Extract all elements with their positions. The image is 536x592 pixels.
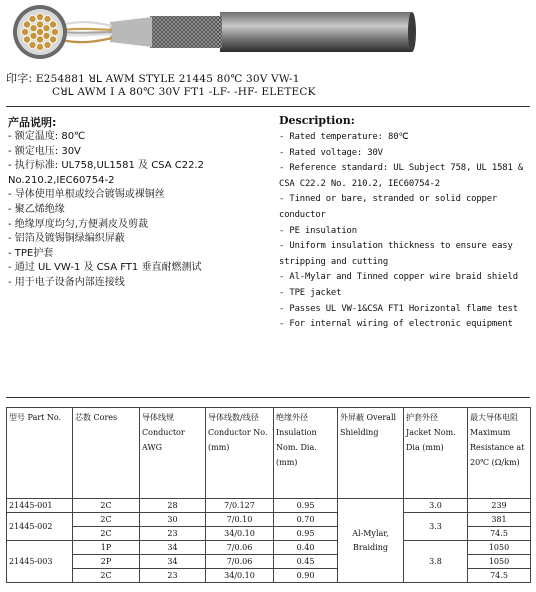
cn-feature-item: - 绝缘厚度均匀,方便剥皮及剪裁 [8,218,148,230]
en-feature-item: - PE insulation [279,225,357,236]
cable-cross-section [13,5,67,59]
divider-bottom [6,397,530,398]
imprint-line-1 [6,70,300,86]
en-feature-item: - Rated temperature: 80℃ [279,132,409,142]
divider-top [6,106,530,107]
awg-cell: 34 [140,555,206,569]
conductor-no-cell: 7/0.10 [206,513,274,527]
imprint-line-2 [52,86,316,98]
part-no-cell: 21445-003 [7,541,73,583]
en-feature-item: - Passes UL VW-1&CSA FT1 Horizontal flame test [279,303,518,314]
conductor-no-cell: 7/0.06 [206,555,274,569]
en-feature-item: - Al-Mylar and Tinned copper wire braid shield [279,272,518,283]
resistance-cell: 239 [468,499,531,513]
cn-feature-item: - 通过 UL VW-1 及 CSA FT1 垂直耐燃测试 [8,262,202,274]
cable-image [0,0,536,64]
jacket-cell: 3.8 [404,541,468,583]
resistance-cell: 1050 [468,555,531,569]
awg-cell: 28 [140,499,206,513]
awg-cell: 30 [140,513,206,527]
awg-cell: 23 [140,527,206,541]
imprint-label: 印字: [6,72,33,85]
en-heading: Description: [279,114,355,127]
imprint-text-2: Cꓤꓡ AWM I A 80℃ 30V FT1 -LF- -HF- ELETECK [52,86,316,98]
resistance-cell: 74.5 [468,569,531,583]
resistance-cell: 381 [468,513,531,527]
cores-cell: 1P [73,541,140,555]
wires [62,22,112,42]
cn-feature-item: - TPE护套 [8,247,54,259]
col-jacket: 护套外径 Jacket Nom. Dia (mm) [404,408,468,499]
table-row [7,499,531,513]
cores-cell: 2C [73,499,140,513]
cn-feature-item: - 导体使用单根或绞合镀锡或裸铜丝 [8,189,165,201]
cn-feature-item: - 聚乙烯绝缘 [8,203,65,215]
cn-feature-list [8,130,264,291]
insulation-cell: 0.40 [274,541,338,555]
insulation-cell: 0.45 [274,555,338,569]
imprint-text-1: E254881 ꓤꓡ AWM STYLE 21445 80℃ 30V VW-1 [35,73,300,85]
table-row [7,541,531,555]
awg-cell: 23 [140,569,206,583]
resistance-cell: 1050 [468,541,531,555]
cn-feature-item: - 额定电压: 30V [8,145,81,157]
insulation-cell: 0.90 [274,569,338,583]
cores-cell: 2C [73,513,140,527]
col-shielding: 外屏蔽 Overall Shielding [338,408,404,499]
cn-feature-item: - 铝箔及镀锡铜绿编织屏蔽 [8,233,125,245]
part-no-cell: 21445-001 [7,499,73,513]
resistance-cell: 74.5 [468,527,531,541]
col-insulation: 绝缘外径 Insulation Nom. Dia. (mm) [274,408,338,499]
en-feature-list [279,130,527,333]
cn-feature-item: - 用于电子设备内部连接线 [8,276,125,288]
insulation-cell: 0.95 [274,527,338,541]
foil-shield [110,17,152,47]
insulation-cell: 0.95 [274,499,338,513]
spec-table [6,407,531,583]
jacket [220,12,412,52]
en-feature-item: - Uniform insulation thickness to ensure easy stripping and cutting [279,241,513,267]
col-resistance: 最大导体电阻 Maximum Resistance at 20℃ (Ω/km) [468,408,531,499]
shielding-cell: Al-Mylar, Braiding [338,499,404,583]
cores-cell: 2C [73,527,140,541]
en-feature-item: - For internal wiring of electronic equipment [279,319,513,330]
col-conductor-no: 导体线数/线径 Conductor No.(mm) [206,408,274,499]
cores-cell: 2C [73,569,140,583]
col-awg: 导体线规 Conductor AWG [140,408,206,499]
conductor-no-cell: 7/0.127 [206,499,274,513]
jacket-cell: 3.3 [404,513,468,541]
col-cores: 芯数 Cores [73,408,140,499]
cn-feature-item: - 执行标准: UL758,UL1581 及 CSA C22.2 No.210.2,IEC60754-2 [8,160,204,186]
conductor-no-cell: 34/0.10 [206,527,274,541]
awg-cell: 34 [140,541,206,555]
table-row [7,513,531,527]
en-feature-item: - Reference standard: UL Subject 758, UL 1581 & CSA C22.2 No. 210.2, IEC60754-2 [279,163,524,189]
conductor-no-cell: 34/0.10 [206,569,274,583]
jacket-cell: 3.0 [404,499,468,513]
cn-heading: 产品说明: [8,116,57,129]
en-feature-item: - Tinned or bare, stranded or solid copper conductor [279,194,498,220]
table-header-row [7,408,531,499]
cn-feature-item: - 额定温度: 80℃ [8,131,86,142]
part-no-cell: 21445-002 [7,513,73,541]
insulation-cell: 0.70 [274,513,338,527]
braid-shield [150,16,222,48]
cores-cell: 2P [73,555,140,569]
en-feature-item: - TPE jacket [279,287,342,298]
col-part-no: 型号 Part No. [7,408,73,499]
conductor-no-cell: 7/0.06 [206,541,274,555]
en-feature-item: - Rated voltage: 30V [279,147,383,158]
